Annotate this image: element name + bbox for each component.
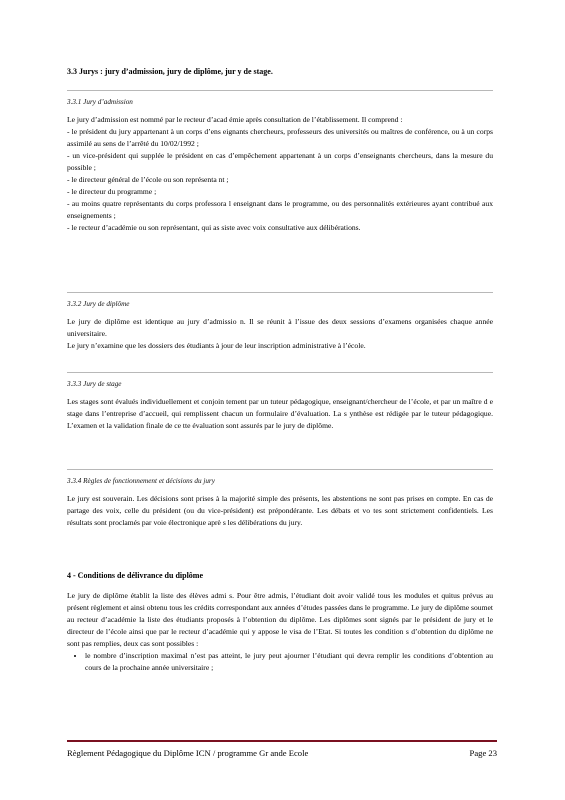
paragraph: Le jury d’admission est nommé par le recteur d’acad émie après consultation de l’établissement. Il comprend : [67, 115, 403, 124]
paragraph: - au moins quatre représentants du corps professora l enseignant dans le programme, ou des personnalités extérieures ayant contribué aux enseignements ; [67, 199, 493, 220]
section-3-3-4 [67, 462, 493, 529]
divider [67, 90, 493, 91]
section-3-3-1 [67, 83, 493, 234]
subsection-title-jury-diplome: 3.3.2 Jury de diplôme [67, 300, 130, 308]
bullet-list [67, 650, 493, 674]
paragraph: - le recteur d’académie ou son représentant, qui as siste avec voix consultative aux délibérations. [67, 223, 361, 232]
subsection-title-jury-admission: 3.3.1 Jury d’admission [67, 98, 133, 106]
paragraph: - le président du jury appartenant à un corps d’ens eignants chercheurs, professeurs des universités ou maîtres de conférence, ou à un corps assimilé au sens de l’arrêté du 10/02/1992 ; [67, 127, 493, 148]
subsection-title-regles: 3.3.4 Règles de fonctionnement et décisions du jury [67, 477, 215, 485]
section-3-3-3 [67, 365, 493, 432]
section-4-title: 4 - Conditions de délivrance du diplôme [67, 571, 204, 580]
section-3-3-2 [67, 285, 493, 352]
subsection-title-jury-stage: 3.3.3 Jury de stage [67, 380, 122, 388]
paragraph: - le directeur général de l’école ou son représenta nt ; [67, 175, 229, 184]
page-footer [67, 740, 497, 758]
page-number: Page 23 [469, 748, 497, 758]
divider [67, 372, 493, 373]
divider [67, 469, 493, 470]
paragraph: Le jury de diplôme établit la liste des élèves admi s. Pour être admis, l’étudiant doit avoir validé tous les modules et quitus prévus au présent règlement et ainsi obtenu tous les crédits correspondant aux années d’études passées dans le programme. Le jury de diplôme soumet au recteur d’académie la liste des étudiants proposés à l’obtention du diplôme. Les diplômes sont signés par le président de jury et le directeur de l’école ainsi que par le recteur d’académie qui y appose le visa de l’Etat. Si toutes les condition s d’obtention du diplôme ne sont pas remplies, deux cas sont possibles : [67, 591, 493, 648]
section-3-3-title: 3.3 Jurys : jury d’admission, jury de diplôme, jur y de stage. [67, 67, 273, 76]
paragraph: Le jury n’examine que les dossiers des étudiants à jour de leur inscription administrative à l’école. [67, 341, 366, 350]
section-3-3-heading-block [67, 67, 493, 76]
footer-title: Règlement Pédagogique du Diplôme ICN / programme Gr ande Ecole [67, 748, 309, 758]
divider [67, 292, 493, 293]
paragraph: Le jury de diplôme est identique au jury d’admissio n. Il se réunit à l’issue des deux sessions d’examens organisées chaque année universitaire. [67, 317, 493, 338]
paragraph: Les stages sont évalués individuellement et conjoin tement par un tuteur pédagogique, enseignant/chercheur de l’école, et par un maître d e stage dans l’entreprise d’accueil, qui remplissent chacun un formulaire d’évaluation. La s ynthèse est rédigée par le tuteur pédagogique. L’examen et la validation finale de ce tte évaluation sont assurés par le jury de diplôme. [67, 397, 493, 430]
list-item: • le nombre d’inscription maximal n’est pas atteint, le jury peut ajourner l’étudiant qui devra remplir les conditions d’obtention au cours de la prochaine année universitaire ; [85, 650, 493, 674]
paragraph: - le directeur du programme ; [67, 187, 157, 196]
paragraph: - un vice-président qui supplée le président en cas d’empêchement appartenant à un corps d’enseignants chercheurs, dans la mesure du possible ; [67, 151, 493, 172]
section-4 [67, 571, 493, 674]
paragraph: Le jury est souverain. Les décisions sont prises à la majorité simple des présents, les abstentions ne sont pas prises en compte. En cas de partage des voix, celle du président (ou du vice-président) est prépondérante. Les débats et vo tes sont strictement confidentiels. Les résultats sont proclamés par voie électronique aprè s les délibérations du jury. [67, 494, 493, 527]
